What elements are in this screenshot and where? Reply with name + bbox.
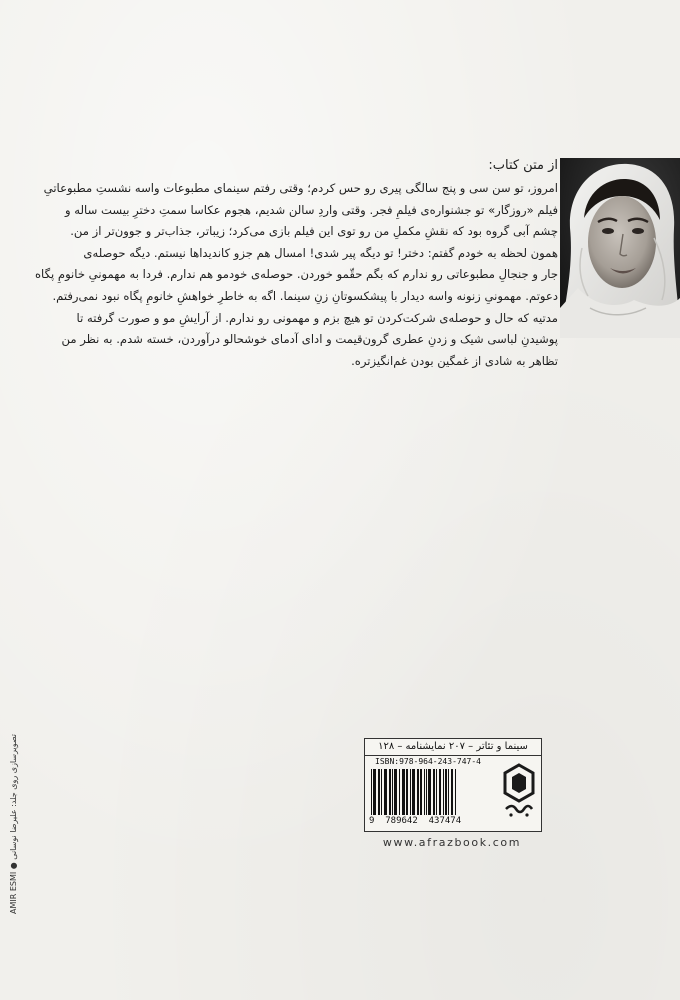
excerpt-line: فیلم «روزگار» تو جشنواره‌ی فیلمِ فجر. وقتی واردِ سالن شدیم، هجوم عکاسا سمتِ دخترِ بیست ساله و: [65, 202, 558, 217]
excerpt-line: امروز، تو سن سی و پنج سالگی پیری رو حس کردم؛ وقتی رفتم سینمای مطبوعات واسه نشستِ مطبوعاتیِ: [43, 181, 558, 195]
book-info-box: [364, 738, 542, 832]
isbn-area: [369, 757, 497, 829]
barcode-digits: 9 789642 437474: [369, 816, 462, 826]
excerpt-line: همون لحظه به خودم گفتم: دختر! تو دیگه پیر شدی! امسال هم جزو کاندیداها نیستم. دیگه حوصله‌ی: [83, 245, 558, 260]
isbn-text: ISBN:978-964-243-747-4: [375, 757, 481, 766]
illustrator-credit: AMIR ESMI ● تصویرسازی روی جلد: علیرضا نوسانی: [9, 733, 18, 915]
publisher-logo-icon: [502, 763, 536, 819]
excerpt-line: چشم آبی گروه بود که نقشِ مکملِ من رو توی این فیلم بازی می‌کرد؛ زیباتر، جذاب‌تر و جوون‌تر از من.: [70, 224, 558, 239]
excerpt-line: پوشیدنِ لباسی شیک و زدنِ عطری گرون‌قیمت و ادای آدمای خوشحالو درآوردن، خسته شدم. به نظر من: [61, 332, 558, 347]
excerpt-line: جار و جنجالِ مطبوعاتی رو ندارم که بگم حقّمو خوردن. حوصله‌ی خودمو هم ندارم. فردا به مهمونیِ خانومِ پگاه: [34, 267, 558, 282]
barcode-icon: [369, 769, 497, 815]
portrait-image: [560, 158, 680, 338]
publisher-website: www.afrazbook.com: [382, 836, 522, 849]
series-label: سینما و تئاتر – ۲۰۷ نمایشنامه – ۱۲۸: [365, 739, 541, 756]
excerpt-line: مدتیه که حال و حوصله‌ی شرکت‌کردن تو هیچ بزم و مهمونی رو ندارم. از آرایشِ مو و صورت گرفته تا: [76, 310, 558, 325]
excerpt-line: دعوتم. مهمونیِ زنونه واسه دیدار با پیشکسوتانِ زنِ سینما. اگه به خاطرِ خواهشِ خانومِ پگاه نبود نمی‌رفتم.: [52, 288, 558, 303]
book-excerpt: [30, 156, 558, 372]
excerpt-heading: از متن کتاب:: [488, 158, 558, 173]
excerpt-line: تظاهر به شادی از غمگین بودن غم‌انگیزتره.: [351, 353, 558, 368]
author-portrait: [560, 158, 680, 338]
